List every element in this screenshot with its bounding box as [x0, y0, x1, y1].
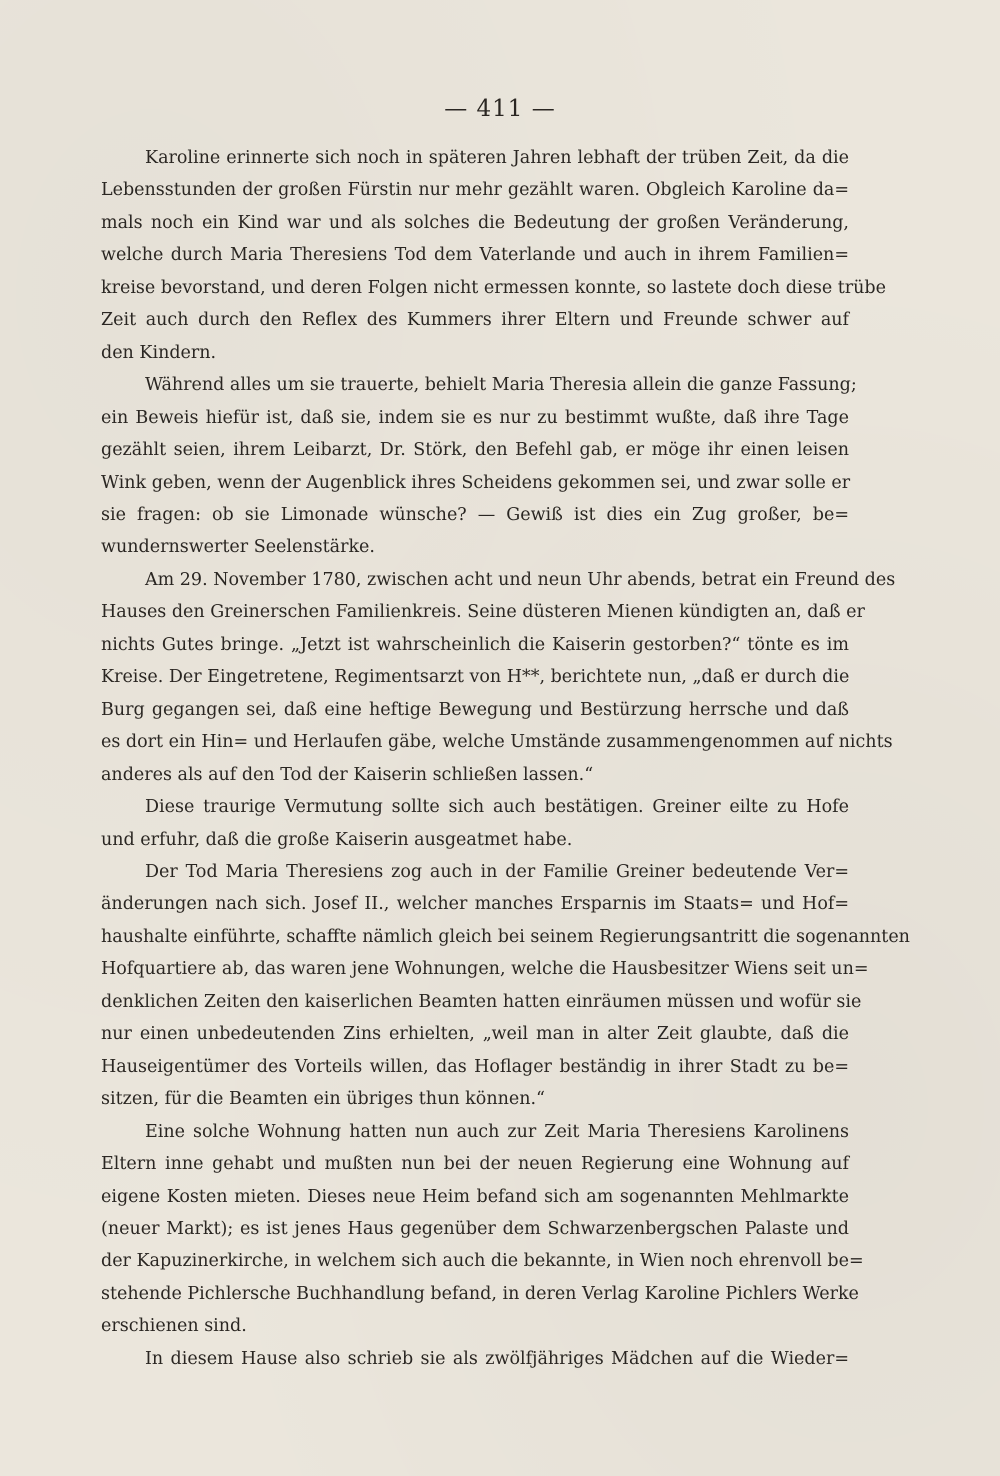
text-line: (neuer Markt); es ist jenes Haus gegenüber dem Schwarzenbergschen Palaste und: [101, 1218, 849, 1239]
text-line: änderungen nach sich. Josef II., welcher manches Ersparnis im Staats= und Hof=: [101, 894, 849, 915]
text-line: Eine solche Wohnung hatten nun auch zur Zeit Maria Theresiens Karolinens: [145, 1121, 849, 1142]
text-line: wundernswerter Seelenstärke.: [101, 537, 375, 558]
paragraph: [101, 791, 849, 856]
text-line: In diesem Hause also schrieb sie als zwölfjähriges Mädchen auf die Wieder=: [145, 1348, 849, 1369]
text-line: Karoline erinnerte sich noch in späteren Jahren lebhaft der trüben Zeit, da die: [145, 148, 849, 168]
text-line: denklichen Zeiten den kaiserlichen Beamten hatten einräumen müssen und wofür sie: [101, 991, 862, 1012]
text-line: Lebensstunden der großen Fürstin nur mehr gezählt waren. Obgleich Karoline da=: [101, 180, 849, 201]
text-line: welche durch Maria Theresiens Tod dem Vaterlande und auch in ihrem Familien=: [101, 245, 849, 266]
text-line: Während alles um sie trauerte, behielt Maria Theresia allein die ganze Fassung;: [145, 375, 857, 396]
paragraph: [101, 142, 886, 369]
text-line: nur einen unbedeutenden Zins erhielten, „weil man in alter Zeit glaubte, daß die: [101, 1024, 849, 1045]
text-line: und erfuhr, daß die große Kaiserin ausgeatmet habe.: [101, 829, 573, 850]
text-line: Burg gegangen sei, daß eine heftige Bewegung und Bestürzung herrsche und daß: [101, 699, 849, 720]
text-line: Diese traurige Vermutung sollte sich auch bestätigen. Greiner eilte zu Hofe: [145, 797, 849, 818]
text-line: nichts Gutes bringe. „Jetzt ist wahrscheinlich die Kaiserin gestorben?“ tönte es im: [101, 634, 849, 655]
text-line: eigene Kosten mieten. Dieses neue Heim befand sich am sogenannten Mehlmarkte: [101, 1186, 849, 1207]
page-number: — 411 —: [444, 96, 556, 122]
text-line: erschienen sind.: [101, 1316, 247, 1337]
text-line: anderes als auf den Tod der Kaiserin schließen lassen.“: [101, 764, 594, 785]
text-line: Zeit auch durch den Reflex des Kummers ihrer Eltern und Freunde schwer auf: [101, 310, 849, 331]
text-line: Wink geben, wenn der Augenblick ihres Scheidens gekommen sei, und zwar solle er: [101, 472, 851, 493]
text-line: stehende Pichlersche Buchhandlung befand, in deren Verlag Karoline Pichlers Werke: [101, 1283, 859, 1304]
text-line: Am 29. November 1780, zwischen acht und neun Uhr abends, betrat ein Freund des: [145, 569, 896, 590]
text-line: ein Beweis hiefür ist, daß sie, indem sie es nur zu bestimmt wußte, daß ihre Tage: [101, 407, 849, 428]
paragraph: [101, 1116, 864, 1343]
text-line: Hofquartiere ab, das waren jene Wohnungen, welche die Hausbesitzer Wiens seit un=: [101, 959, 869, 980]
paragraph: [101, 856, 910, 1116]
text-line: Hauseigentümer des Vorteils willen, das Hoflager beständig in ihrer Stadt zu be=: [101, 1056, 849, 1077]
text-line: haushalte einführte, schaffte nämlich gleich bei seinem Regierungsantritt die sogenannten: [101, 926, 910, 947]
text-line: sitzen, für die Beamten ein übriges thun können.“: [101, 1089, 545, 1110]
text-line: Hauses den Greinerschen Familienkreis. Seine düsteren Mienen kündigten an, daß er: [101, 602, 865, 623]
text-line: Eltern inne gehabt und mußten nun bei der neuen Regierung eine Wohnung auf: [101, 1154, 849, 1175]
paragraph: [101, 1343, 849, 1375]
paragraph: [101, 369, 857, 564]
text-line: den Kindern.: [101, 342, 217, 363]
paragraph: [101, 564, 896, 791]
text-line: kreise bevorstand, und deren Folgen nicht ermessen konnte, so lastete doch diese trübe: [101, 277, 886, 298]
text-line: der Kapuzinerkirche, in welchem sich auch die bekannte, in Wien noch ehrenvoll be=: [101, 1251, 864, 1272]
text-line: mals noch ein Kind war und als solches die Bedeutung der großen Veränderung,: [101, 212, 849, 233]
text-line: gezählt seien, ihrem Leibarzt, Dr. Störk, den Befehl gab, er möge ihr einen leisen: [101, 440, 849, 461]
text-line: Kreise. Der Eingetretene, Regimentsarzt von H**, berichtete nun, „daß er durch die: [101, 667, 850, 688]
body-text: [101, 142, 910, 1375]
text-line: Der Tod Maria Theresiens zog auch in der Familie Greiner bedeutende Ver=: [145, 861, 849, 882]
text-line: sie fragen: ob sie Limonade wünsche? — Gewiß ist dies ein Zug großer, be=: [101, 504, 849, 525]
text-line: es dort ein Hin= und Herlaufen gäbe, welche Umstände zusammengenommen auf nichts: [101, 732, 893, 753]
